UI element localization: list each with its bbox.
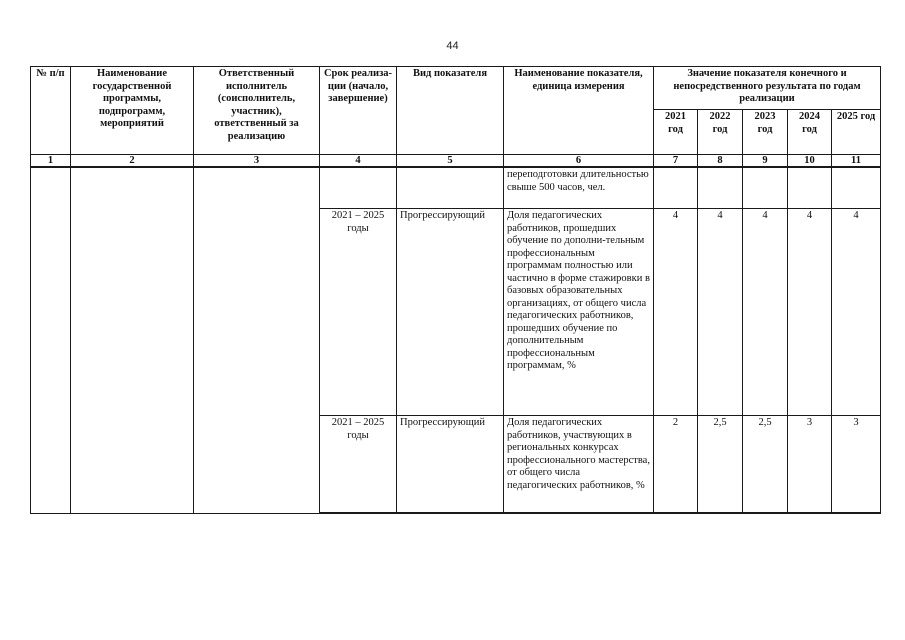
cell-value-2025: 4 <box>832 209 881 416</box>
cell-value-2021: 2 <box>654 416 698 514</box>
cell-number <box>31 167 71 513</box>
cell-value-2024: 3 <box>788 416 832 514</box>
cell-indicator-name: переподготовки длительностью свыше 500 часов, чел. <box>504 167 654 209</box>
cell-indicator-name: Доля педагогических работников, прошедших обучение по дополни-тельным профессиональным программам полностью или частично в форме стажировки в базовых образовательных организациях, от общего числа педагогических работников, прошедших обучение по дополнительным профессиональным программам, % <box>504 209 654 416</box>
header-year: 2021 год <box>654 110 698 155</box>
cell-value-2023: 2,5 <box>743 416 788 514</box>
cell-indicator-kind <box>397 167 504 209</box>
column-number: 1 <box>31 155 71 168</box>
header-year: 2023 год <box>743 110 788 155</box>
column-number: 10 <box>788 155 832 168</box>
cell-value-2023 <box>743 167 788 209</box>
column-number: 11 <box>832 155 881 168</box>
cell-value-2025: 3 <box>832 416 881 514</box>
cell-indicator-kind: Прогрессирующий <box>397 416 504 514</box>
column-number: 5 <box>397 155 504 168</box>
table-header <box>31 67 881 168</box>
cell-term <box>320 167 397 209</box>
column-number: 8 <box>698 155 743 168</box>
cell-value-2022: 4 <box>698 209 743 416</box>
page-number: 44 <box>446 40 459 52</box>
column-number: 3 <box>194 155 320 168</box>
header-year: 2025 год <box>832 110 881 155</box>
cell-value-2023: 4 <box>743 209 788 416</box>
cell-indicator-kind: Прогрессирующий <box>397 209 504 416</box>
header-year: 2022 год <box>698 110 743 155</box>
header-number: № п/п <box>31 67 71 155</box>
cell-term: 2021 – 2025 годы <box>320 416 397 514</box>
column-number: 9 <box>743 155 788 168</box>
header-indicator-kind: Вид показателя <box>397 67 504 155</box>
table-body <box>31 167 881 513</box>
cell-value-2021 <box>654 167 698 209</box>
column-number: 6 <box>504 155 654 168</box>
header-values-group: Значение показателя конечного и непосредственного результата по годам реализации <box>654 67 881 110</box>
cell-term: 2021 – 2025 годы <box>320 209 397 416</box>
header-indicator-name: Наименование показателя, единица измерения <box>504 67 654 155</box>
table-row <box>31 167 881 209</box>
cell-executor <box>194 167 320 513</box>
cell-program-name <box>71 167 194 513</box>
header-executor: Ответственный исполнитель (соисполнитель, участник), ответственный за реализацию <box>194 67 320 155</box>
header-term: Срок реализа-ции (начало, завершение) <box>320 67 397 155</box>
cell-value-2024: 4 <box>788 209 832 416</box>
cell-value-2021: 4 <box>654 209 698 416</box>
cell-value-2022 <box>698 167 743 209</box>
indicators-table <box>30 66 881 514</box>
column-number: 7 <box>654 155 698 168</box>
column-number-row <box>31 155 881 168</box>
cell-indicator-name: Доля педагогических работников, участвующих в региональных конкурсах профессионального мастерства, от общего числа педагогических работников, % <box>504 416 654 514</box>
column-number: 4 <box>320 155 397 168</box>
header-program-name: Наименование государственной программы, подпрограмм, мероприятий <box>71 67 194 155</box>
cell-value-2022: 2,5 <box>698 416 743 514</box>
header-year: 2024 год <box>788 110 832 155</box>
cell-value-2024 <box>788 167 832 209</box>
cell-value-2025 <box>832 167 881 209</box>
column-number: 2 <box>71 155 194 168</box>
